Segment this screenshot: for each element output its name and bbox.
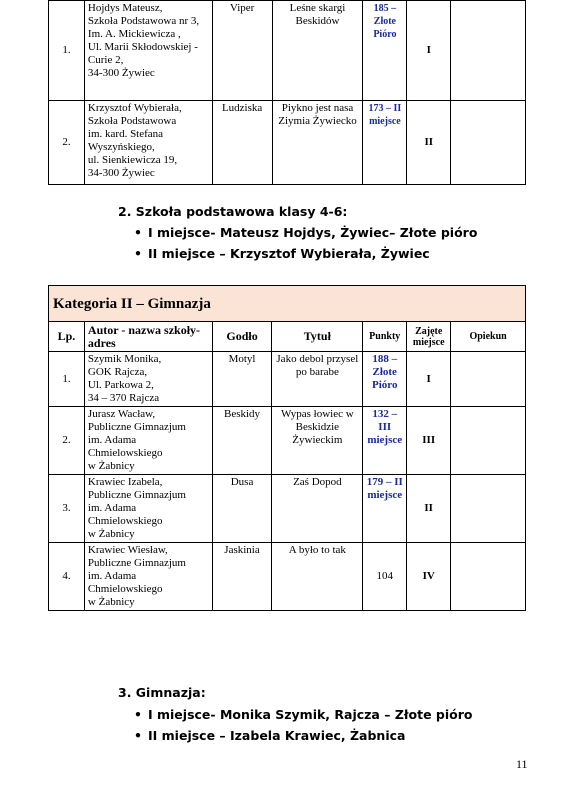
table-row <box>49 475 526 543</box>
godlo-cell: Viper <box>212 1 272 101</box>
col-header-author: Autor - nazwa szkoły- adres <box>84 322 212 352</box>
miejsce-cell: II <box>407 101 451 185</box>
lp-cell: 1. <box>49 1 85 101</box>
tytul-cell: Zaś Dopod <box>272 475 363 543</box>
punkty-cell: 132 – III miejsce <box>363 407 407 475</box>
miejsce-cell: I <box>407 352 451 407</box>
table-row <box>49 543 526 611</box>
tytul-cell: Piykno jest nasa Ziymia Żywiecko <box>272 101 363 185</box>
author-cell: Hojdys Mateusz, Szkoła Podstawowa nr 3, Im. A. Mickiewicza , Ul. Marii Skłodowskiej - Curie 2, 34-300 Żywiec <box>84 1 212 101</box>
list-item: • I miejsce- Mateusz Hojdys, Żywiec– Złote pióro <box>134 225 478 240</box>
table-row <box>49 101 526 185</box>
bullet-icon: • <box>134 707 142 722</box>
section-2-title: 2. Szkoła podstawowa klasy 4-6: <box>118 204 348 219</box>
col-header-miejsce: Zajęte miejsce <box>407 322 451 352</box>
punkty-cell: 179 – II miejsce <box>363 475 407 543</box>
list-item: • II miejsce – Krzysztof Wybierała, Żywiec <box>134 246 430 261</box>
tytul-cell: A było to tak <box>272 543 363 611</box>
col-header-punkty: Punkty <box>363 322 407 352</box>
author-cell: Krzysztof Wybierała, Szkoła Podstawowa im. kard. Stefana Wyszyńskiego, ul. Sienkiewicza 19, 34-300 Żywiec <box>84 101 212 185</box>
opiekun-cell <box>451 543 526 611</box>
lp-cell: 2. <box>49 407 85 475</box>
list-item: • I miejsce- Monika Szymik, Rajcza – Złote pióro <box>134 707 473 722</box>
author-cell: Krawiec Izabela, Publiczne Gimnazjum im. Adama Chmielowskiego w Żabnicy <box>84 475 212 543</box>
results-table-gimnazja <box>48 285 526 611</box>
punkty-cell: 185 – Złote Pióro <box>363 1 407 101</box>
author-cell: Szymik Monika, GOK Rajcza, Ul. Parkowa 2, 34 – 370 Rajcza <box>84 352 212 407</box>
tytul-cell: Leśne skargi Beskidów <box>272 1 363 101</box>
col-header-godlo: Godło <box>212 322 272 352</box>
punkty-cell: 173 – II miejsce <box>363 101 407 185</box>
tytul-cell: Jako debol przysel po barabe <box>272 352 363 407</box>
lp-cell: 3. <box>49 475 85 543</box>
godlo-cell: Dusa <box>212 475 272 543</box>
lp-cell: 1. <box>49 352 85 407</box>
results-table-primary <box>48 0 526 185</box>
lp-cell: 2. <box>49 101 85 185</box>
col-header-lp: Lp. <box>49 322 85 352</box>
table-row <box>49 352 526 407</box>
col-header-tytul: Tytuł <box>272 322 363 352</box>
opiekun-cell <box>451 1 526 101</box>
opiekun-cell <box>451 101 526 185</box>
bullet-icon: • <box>134 225 142 240</box>
table-row <box>49 1 526 101</box>
header-row <box>49 322 526 352</box>
author-cell: Krawiec Wiesław, Publiczne Gimnazjum im. Adama Chmielowskiego w Żabnicy <box>84 543 212 611</box>
godlo-cell: Ludziska <box>212 101 272 185</box>
opiekun-cell <box>451 407 526 475</box>
lp-cell: 4. <box>49 543 85 611</box>
miejsce-cell: IV <box>407 543 451 611</box>
punkty-cell: 104 <box>363 543 407 611</box>
table-row <box>49 407 526 475</box>
page-number: 11 <box>516 757 528 771</box>
miejsce-cell: III <box>407 407 451 475</box>
miejsce-cell: I <box>407 1 451 101</box>
author-cell: Jurasz Wacław, Publiczne Gimnazjum im. Adama Chmielowskiego w Żabnicy <box>84 407 212 475</box>
godlo-cell: Motyl <box>212 352 272 407</box>
tytul-cell: Wypas łowiec w Beskidzie Żywieckim <box>272 407 363 475</box>
opiekun-cell <box>451 352 526 407</box>
list-item: • II miejsce – Izabela Krawiec, Żabnica <box>134 728 406 743</box>
godlo-cell: Jaskinia <box>212 543 272 611</box>
opiekun-cell <box>451 475 526 543</box>
godlo-cell: Beskidy <box>212 407 272 475</box>
punkty-cell: 188 – Złote Pióro <box>363 352 407 407</box>
bullet-icon: • <box>134 246 142 261</box>
section-3-title: 3. Gimnazja: <box>118 685 206 700</box>
bullet-icon: • <box>134 728 142 743</box>
miejsce-cell: II <box>407 475 451 543</box>
category-header: Kategoria II – Gimnazja <box>49 286 526 322</box>
col-header-opiekun: Opiekun <box>451 322 526 352</box>
